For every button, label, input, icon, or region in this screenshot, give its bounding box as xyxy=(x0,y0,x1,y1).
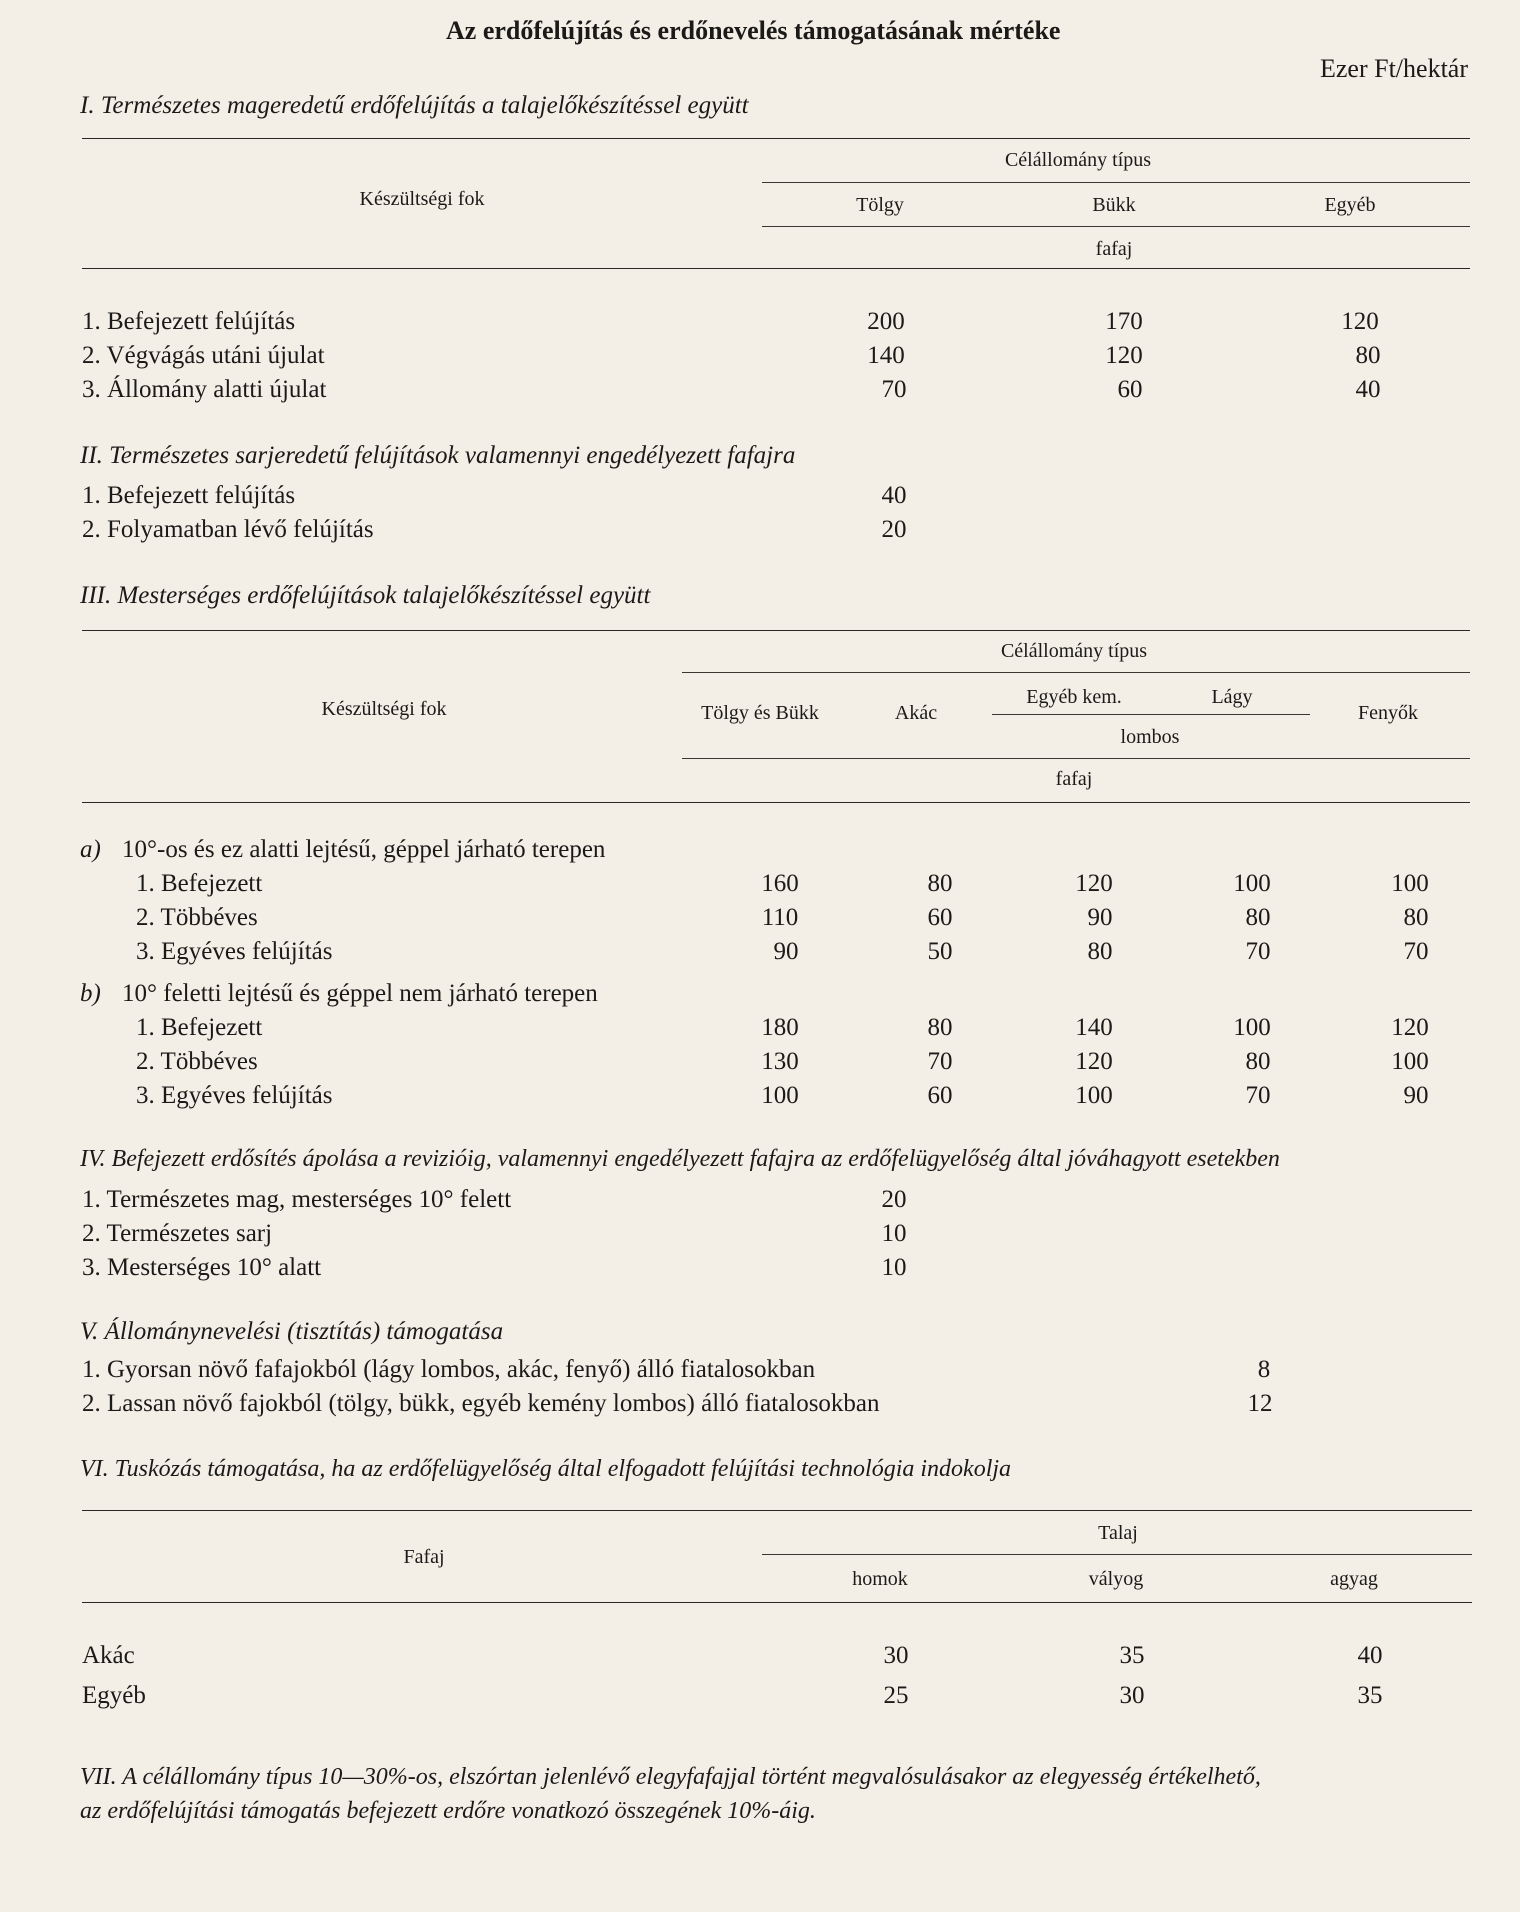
table-row-label: 1. Befejezett xyxy=(136,870,263,897)
section-1-top-rule xyxy=(82,138,1470,139)
list-item-value: 10 xyxy=(881,1220,907,1247)
section-3-heading: III. Mesterséges erdőfelújítások talajelőkészítéssel együtt xyxy=(80,582,651,609)
table-row-label: 3. Egyéves felújítás xyxy=(136,1082,333,1109)
page-title: Az erdőfelújítás és erdőnevelés támogatásának mértéke xyxy=(446,16,1061,45)
table-cell: 80 xyxy=(1403,904,1429,931)
section-3-col-lagy: Lágy xyxy=(1211,686,1253,708)
table-row-label: Egyéb xyxy=(82,1682,146,1709)
list-item-value: 10 xyxy=(881,1254,907,1281)
section-5-heading: V. Állománynevelési (tisztítás) támogatása xyxy=(80,1318,504,1345)
table-cell: 200 xyxy=(867,308,905,335)
section-3-top-rule xyxy=(82,630,1470,631)
table-cell: 80 xyxy=(1245,904,1271,931)
list-item-value: 40 xyxy=(881,482,907,509)
table-cell: 140 xyxy=(1075,1014,1113,1041)
table-cell: 100 xyxy=(1391,1048,1429,1075)
section-6-col-agyag: agyag xyxy=(1330,1568,1378,1590)
section-6-heading: VI. Tuskózás támogatása, ha az erdőfelügyelőség által elfogadott felújítási technológia indokolja xyxy=(80,1456,1012,1482)
table-cell: 120 xyxy=(1341,308,1379,335)
table-row-label: 3. Egyéves felújítás xyxy=(136,938,333,965)
table-cell: 130 xyxy=(761,1048,799,1075)
table-cell: 80 xyxy=(927,1014,953,1041)
section-6-col-homok: homok xyxy=(852,1568,908,1590)
section-1-col-label: Készültségi fok xyxy=(359,188,485,210)
table-cell: 100 xyxy=(1233,1014,1271,1041)
section-6-bottom-rule xyxy=(82,1602,1472,1603)
table-cell: 70 xyxy=(1245,938,1271,965)
section-3a-heading: 10°-os és ez alatti lejtésű, géppel járható terepen xyxy=(122,836,606,863)
section-3-fafaj-label: fafaj xyxy=(1055,768,1093,790)
table-cell: 70 xyxy=(927,1048,953,1075)
table-cell: 90 xyxy=(1087,904,1113,931)
table-row-label: 2. Végvágás utáni újulat xyxy=(82,342,325,369)
list-item-value: 8 xyxy=(1257,1356,1271,1383)
section-6-group-rule xyxy=(762,1554,1472,1555)
table-cell: 70 xyxy=(1245,1082,1271,1109)
table-cell: 170 xyxy=(1105,308,1143,335)
section-1-col-bukk: Bükk xyxy=(1092,194,1136,216)
table-cell: 90 xyxy=(773,938,799,965)
section-3-lombos-label: lombos xyxy=(1120,726,1180,748)
table-cell: 70 xyxy=(881,376,907,403)
table-cell: 120 xyxy=(1075,870,1113,897)
section-1-sub-rule xyxy=(762,226,1470,227)
unit-label: Ezer Ft/hektár xyxy=(1320,54,1468,83)
table-cell: 60 xyxy=(1117,376,1143,403)
list-item-label: 2. Lassan növő fajokból (tölgy, bükk, egyéb kemény lombos) álló fiatalosokban xyxy=(82,1390,880,1417)
section-1-bottom-rule xyxy=(82,268,1470,269)
table-row-label: 2. Többéves xyxy=(136,904,258,931)
table-row-label: 1. Befejezett xyxy=(136,1014,263,1041)
section-3-col-fenyok: Fenyők xyxy=(1358,702,1418,724)
table-cell: 40 xyxy=(1355,376,1381,403)
list-item-value: 20 xyxy=(881,516,907,543)
table-cell: 140 xyxy=(867,342,905,369)
table-cell: 110 xyxy=(761,904,799,931)
section-3-group-rule xyxy=(682,672,1470,673)
table-cell: 30 xyxy=(1119,1682,1145,1709)
section-1-fafaj-label: fafaj xyxy=(1095,238,1133,260)
section-1-col-egyeb: Egyéb xyxy=(1324,194,1376,216)
table-cell: 35 xyxy=(1357,1682,1383,1709)
table-cell: 80 xyxy=(1245,1048,1271,1075)
table-cell: 80 xyxy=(1355,342,1381,369)
table-cell: 160 xyxy=(761,870,799,897)
table-cell: 120 xyxy=(1075,1048,1113,1075)
section-1-col-tolgy: Tölgy xyxy=(856,194,904,216)
section-3b-letter: b) xyxy=(80,980,101,1007)
table-row-label: 1. Befejezett felújítás xyxy=(82,308,296,335)
section-6-group-header: Talaj xyxy=(1098,1522,1138,1544)
table-cell: 25 xyxy=(883,1682,909,1709)
table-cell: 40 xyxy=(1357,1642,1383,1669)
section-1-group-rule xyxy=(762,182,1470,183)
list-item-label: 2. Természetes sarj xyxy=(82,1220,273,1247)
list-item-value: 20 xyxy=(881,1186,907,1213)
table-cell: 120 xyxy=(1105,342,1143,369)
section-7-line-1: VII. A célállomány típus 10—30%-os, elszórtan jelenlévő elegyfafajjal történt megvalósulásakor az elegyesség értékelhető, xyxy=(80,1764,1261,1790)
section-6-top-rule xyxy=(82,1510,1472,1511)
section-4-heading: IV. Befejezett erdősítés ápolása a revizióig, valamennyi engedélyezett fafajra az erdőfelügyelőség által jóváhagyott esetekben xyxy=(80,1146,1280,1172)
section-3-sub-rule xyxy=(682,758,1470,759)
table-row-label: 3. Állomány alatti újulat xyxy=(82,376,327,403)
section-3-bottom-rule xyxy=(82,802,1470,803)
section-3-col-akac: Akác xyxy=(894,702,938,724)
section-3-col-tolgy-bukk: Tölgy és Bükk xyxy=(701,702,819,724)
table-cell: 100 xyxy=(1391,870,1429,897)
table-row-label: 2. Többéves xyxy=(136,1048,258,1075)
list-item-label: 1. Gyorsan növő fafajokból (lágy lombos, akác, fenyő) álló fiatalosokban xyxy=(82,1356,816,1383)
table-row-label: Akác xyxy=(82,1642,135,1669)
table-cell: 100 xyxy=(1075,1082,1113,1109)
table-cell: 80 xyxy=(927,870,953,897)
section-3b-heading: 10° feletti lejtésű és géppel nem járható terepen xyxy=(122,980,598,1007)
section-3-col-egyeb-kem: Egyéb kem. xyxy=(1026,686,1122,708)
section-3-group-header: Célállomány típus xyxy=(1000,640,1148,662)
section-6-col-valyog: vályog xyxy=(1088,1568,1144,1590)
table-cell: 50 xyxy=(927,938,953,965)
section-3-col-label: Készültségi fok xyxy=(321,698,447,720)
section-7-line-2: az erdőfelújítási támogatás befejezett erdőre vonatkozó összegének 10%-áig. xyxy=(80,1798,816,1824)
section-2-heading: II. Természetes sarjeredetű felújítások valamennyi engedélyezett fafajra xyxy=(80,442,796,469)
section-1-group-header: Célállomány típus xyxy=(1004,149,1152,171)
table-cell: 30 xyxy=(883,1642,909,1669)
section-3a-letter: a) xyxy=(80,836,101,863)
table-cell: 120 xyxy=(1391,1014,1429,1041)
table-cell: 80 xyxy=(1087,938,1113,965)
table-cell: 60 xyxy=(927,1082,953,1109)
list-item-label: 1. Természetes mag, mesterséges 10° felett xyxy=(82,1186,512,1213)
table-cell: 100 xyxy=(761,1082,799,1109)
list-item-label: 2. Folyamatban lévő felújítás xyxy=(82,516,374,543)
table-cell: 90 xyxy=(1403,1082,1429,1109)
section-3-lombos-rule xyxy=(992,714,1310,715)
section-1-heading: I. Természetes mageredetű erdőfelújítás a talajelőkészítéssel együtt xyxy=(80,92,749,119)
table-cell: 180 xyxy=(761,1014,799,1041)
table-cell: 60 xyxy=(927,904,953,931)
table-cell: 35 xyxy=(1119,1642,1145,1669)
section-6-col-label: Fafaj xyxy=(403,1546,445,1568)
list-item-label: 1. Befejezett felújítás xyxy=(82,482,296,509)
list-item-value: 12 xyxy=(1247,1390,1273,1417)
list-item-label: 3. Mesterséges 10° alatt xyxy=(82,1254,322,1281)
table-cell: 70 xyxy=(1403,938,1429,965)
table-cell: 100 xyxy=(1233,870,1271,897)
